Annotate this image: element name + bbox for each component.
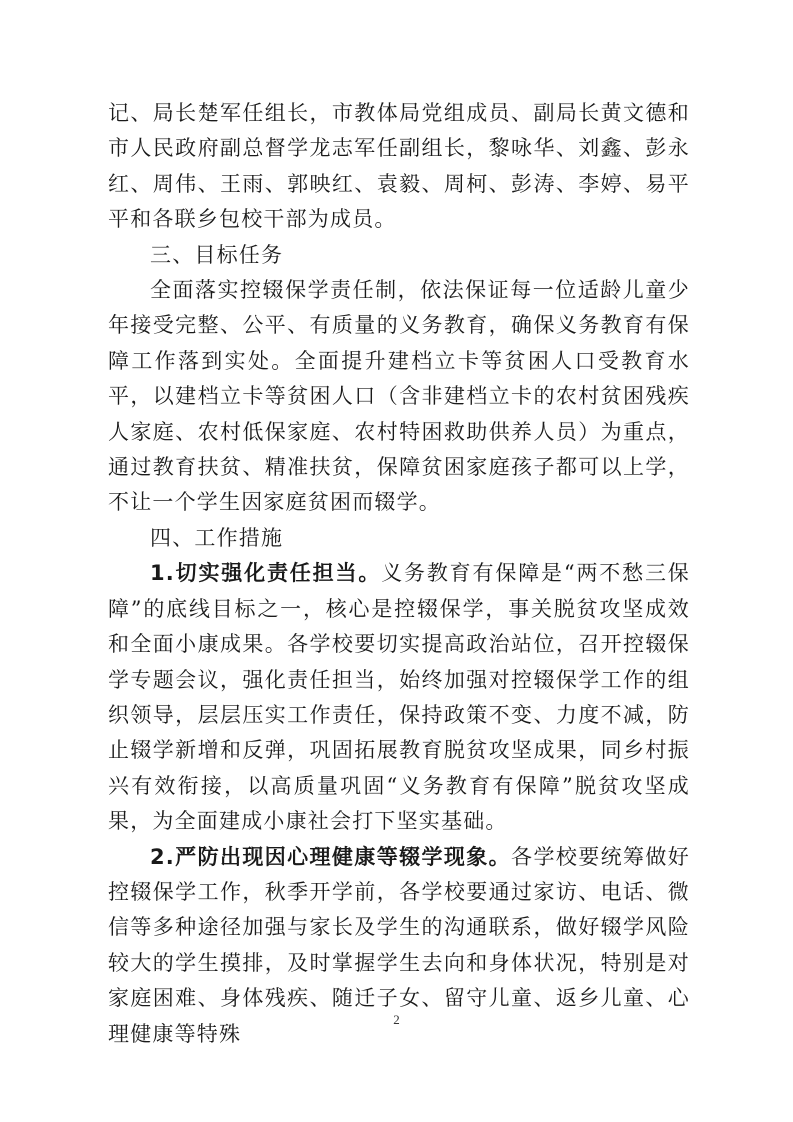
page-number: 2 (393, 1012, 400, 1027)
heading-measures: 四、工作措施 (150, 525, 284, 550)
paragraph-committee-members: 记、局长楚军任组长，市教体局党组成员、副局长黄文德和市人民政府副总督学龙志军任副组长，黎咏华、刘鑫、彭永红、周伟、王雨、郭映红、袁毅、周柯、彭涛、李婷、易平平和各联乡包校干部为成员。 (108, 101, 690, 232)
measure-1-body: 义务教育有保障是“两不愁三保障”的底线目标之一，核心是控辍保学，事关脱贫攻坚成效和全面小康成果。各学校要切实提高政治站位，召开控辍保学专题会议，强化责任担当，始终加强对控辍保学工作的组织领导，层层压实工作责任，保持政策不变、力度不减，防止辍学新增和反弹，巩固拓展教育脱贫攻坚成果，同乡村振兴有效衔接，以高质量巩固“义务教育有保障”脱贫攻坚成果，为全面建成小康社会打下坚实基础。 (108, 561, 690, 834)
paragraph-measure-1 (108, 556, 690, 839)
heading-goals: 三、目标任务 (150, 242, 284, 267)
paragraph-goals: 全面落实控辍保学责任制，依法保证每一位适龄儿童少年接受完整、公平、有质量的义务教育，确保义务教育有保障工作落到实处。全面提升建档立卡等贫困人口受教育水平，以建档立卡等贫困人口（含非建档立卡的农村贫困残疾人家庭、农村低保家庭、农村特困救助供养人员）为重点，通过教育扶贫、精准扶贫，保障贫困家庭孩子都可以上学，不让一个学生因家庭贫困而辍学。 (108, 278, 690, 515)
measure-1-title: 1.切实强化责任担当。 (150, 561, 382, 586)
document-body (108, 96, 690, 1052)
measure-2-title: 2.严防出现因心理健康等辍学现象。 (150, 844, 512, 869)
measure-2-body: 各学校要统筹做好控辍保学工作，秋季开学前，各学校要通过家访、电话、微信等多种途径加强与家长及学生的沟通联系，做好辍学风险较大的学生摸排，及时掌握学生去向和身体状况，特别是对家庭困难、身体残疾、随迁子女、留守儿童、返乡儿童、心理健康等特殊 (108, 844, 690, 1046)
